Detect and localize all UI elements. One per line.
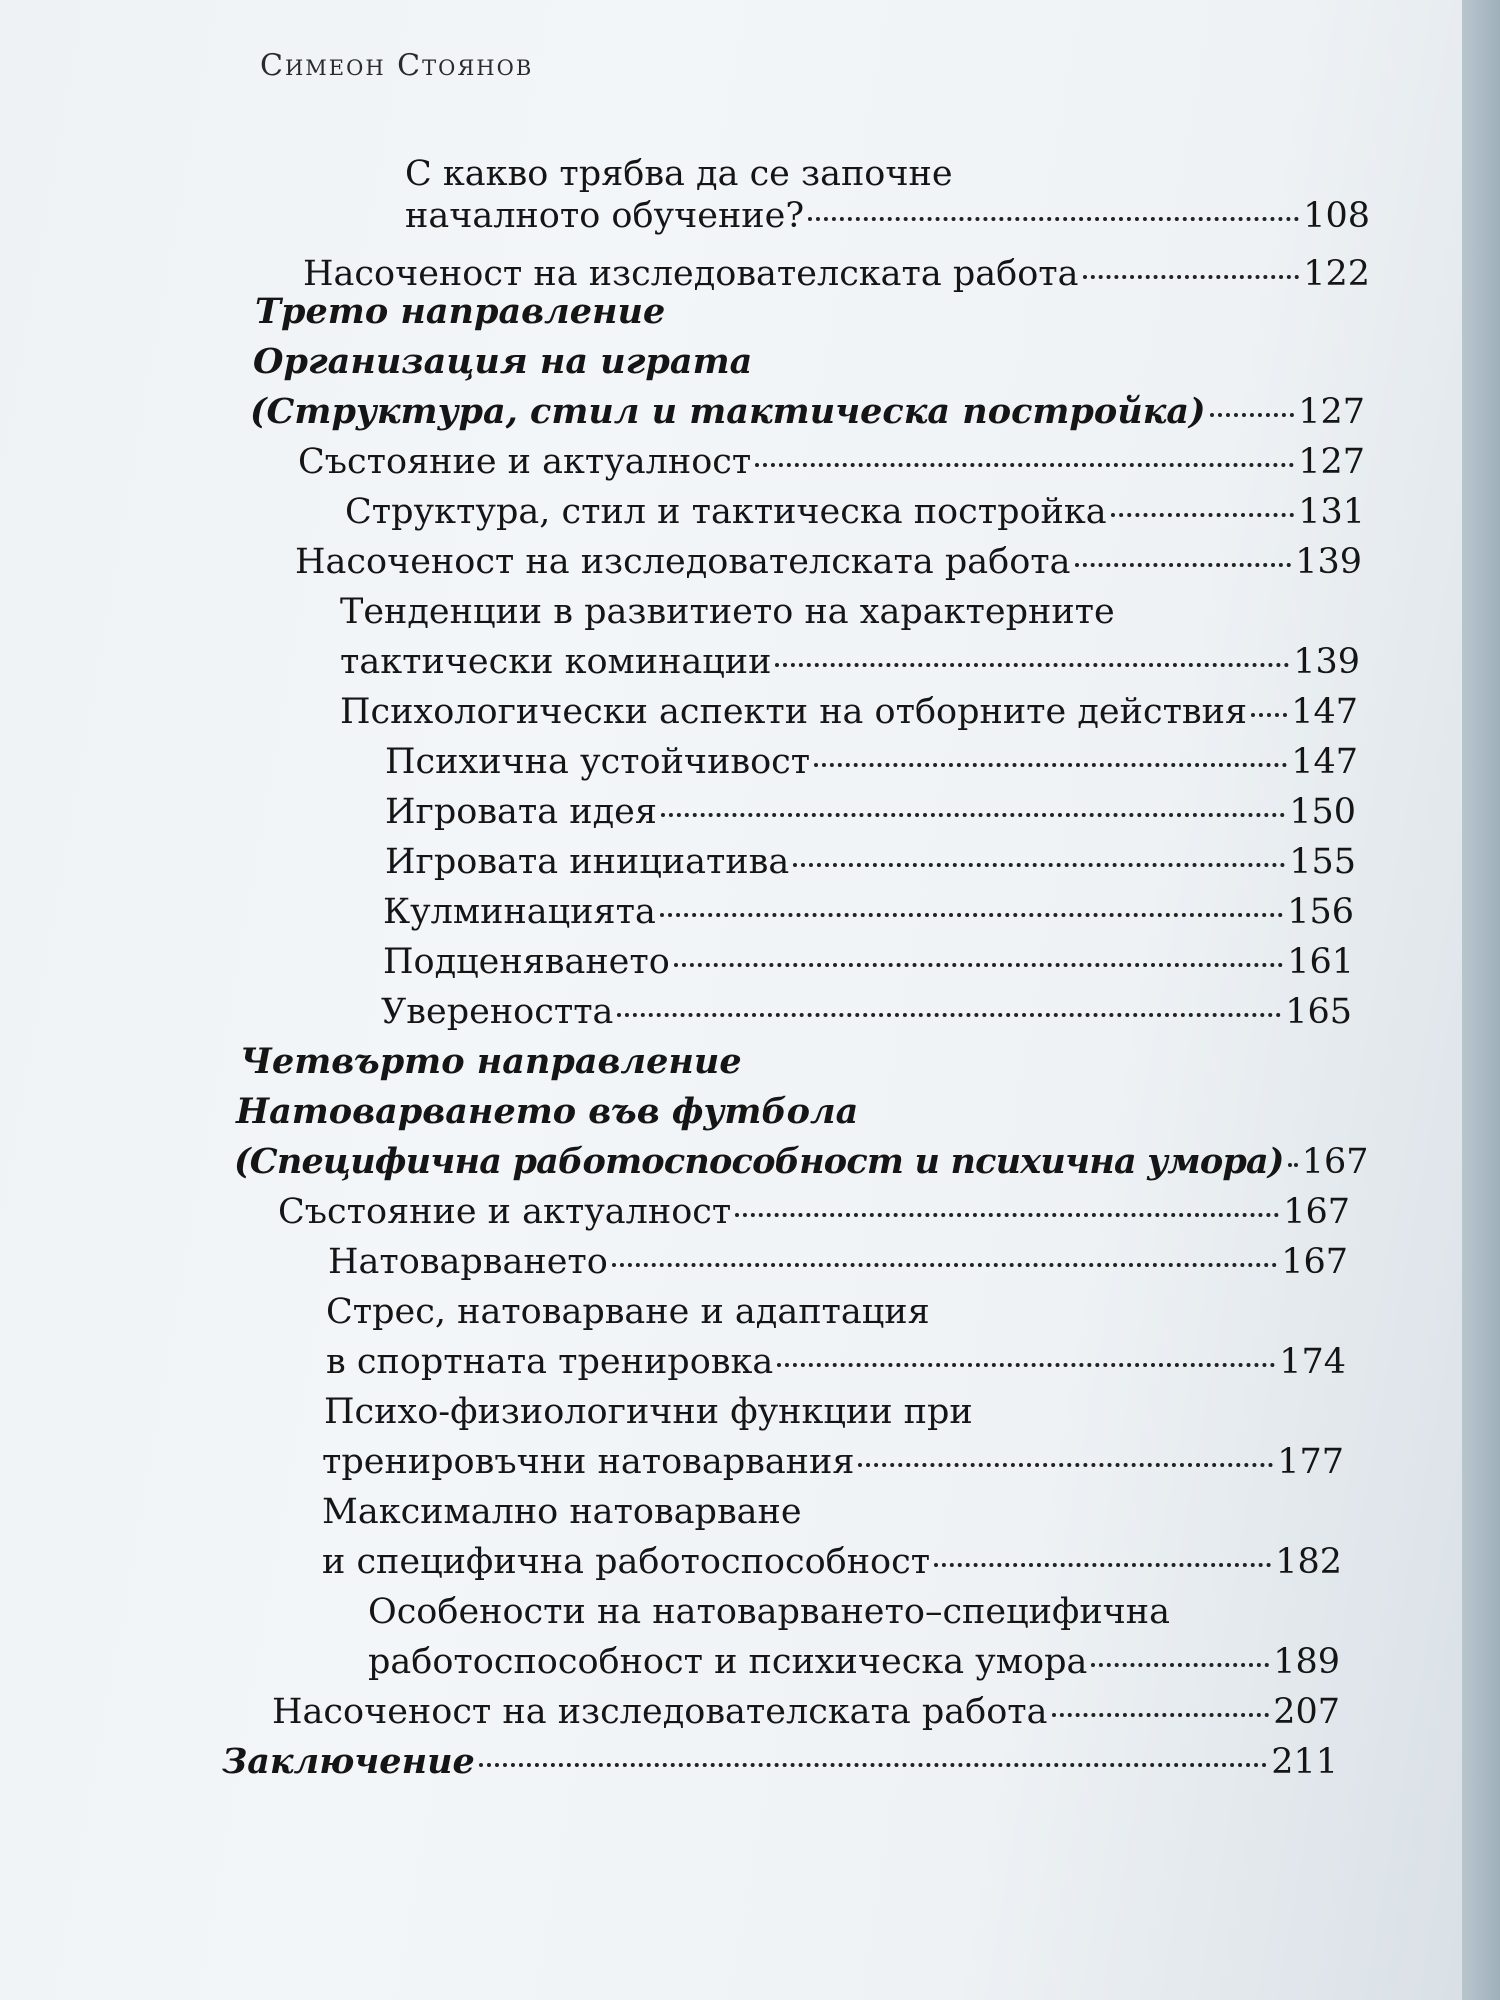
toc-section-heading — [236, 1088, 1350, 1136]
toc-entry-title: Игровата инициатива — [385, 842, 790, 882]
toc-entry-title: Трето направление — [255, 291, 666, 332]
toc-entry-title: Стрес, натоварване и адаптация — [326, 1292, 930, 1332]
toc-entry-title: (Структура, стил и тактическа постройка) — [250, 391, 1206, 432]
toc-section-heading — [253, 338, 1370, 386]
toc-entry-title: тактически коминации — [340, 642, 772, 682]
leader-dots — [1052, 1713, 1270, 1717]
leader-dots — [1210, 413, 1295, 417]
toc-entry-page: 211 — [1271, 1742, 1338, 1782]
toc-entry-title: С какво трябва да се започне — [405, 154, 953, 194]
toc-entry-page: 155 — [1289, 842, 1356, 882]
leader-dots — [1075, 563, 1292, 567]
toc-entry-page: 161 — [1287, 942, 1354, 982]
toc-entry-title: Максимално натоварване — [322, 1492, 802, 1532]
toc-entry-title: и специфична работоспособност — [322, 1542, 931, 1582]
leader-dots — [1083, 275, 1300, 279]
toc-entry-title: (Специфична работоспособност и психична умора) — [234, 1141, 1284, 1182]
toc-entry — [405, 150, 1370, 198]
toc-section-heading — [250, 388, 1365, 436]
toc-entry-page: 207 — [1273, 1692, 1340, 1732]
toc-entry-page: 139 — [1295, 542, 1362, 582]
toc-section-heading — [234, 1138, 1369, 1186]
toc-entry-title: Кулминацията — [383, 892, 656, 932]
toc-entry — [298, 438, 1365, 486]
toc-entry — [272, 1688, 1340, 1736]
leader-dots — [793, 863, 1285, 867]
toc-entry — [295, 538, 1362, 586]
toc-entry-title: Организация на играта — [253, 341, 753, 382]
leader-dots — [735, 1213, 1279, 1217]
toc-entry — [368, 1638, 1340, 1686]
toc-entry-page: 174 — [1279, 1342, 1346, 1382]
toc-entry-title: Насоченост на изследователската работа — [295, 542, 1071, 582]
toc-entry — [322, 1488, 1344, 1536]
toc-entry — [322, 1538, 1342, 1586]
toc-entry-page: 147 — [1291, 692, 1358, 732]
toc-entry — [385, 788, 1356, 836]
leader-dots — [814, 763, 1287, 767]
toc-entry-page: 150 — [1289, 792, 1356, 832]
toc-entry — [324, 1388, 1346, 1436]
toc-entry — [322, 1438, 1344, 1486]
toc-entry — [405, 192, 1370, 240]
leader-dots — [1111, 513, 1295, 517]
leader-dots — [808, 217, 1299, 221]
leader-dots — [674, 963, 1283, 967]
toc-entry-page: 156 — [1287, 892, 1354, 932]
toc-entry-title: Тенденции в развитието на характерните — [340, 592, 1115, 632]
toc-entry — [368, 1588, 1342, 1636]
toc-entry-page: 108 — [1303, 196, 1370, 236]
toc-entry-title: Състояние и актуалност — [278, 1192, 732, 1232]
toc-entry-page: 182 — [1275, 1542, 1342, 1582]
toc-section-heading — [222, 1738, 1338, 1786]
toc-entry-title: Психологически аспекти на отборните действия — [340, 692, 1248, 732]
leader-dots — [777, 1363, 1275, 1367]
toc-entry-page: 131 — [1298, 492, 1365, 532]
toc-entry-title: Четвърто направление — [240, 1041, 742, 1082]
toc-entry-title: Натоварването — [328, 1242, 608, 1282]
toc-entry-title: тренировъчни натоварвания — [322, 1442, 855, 1482]
leader-dots — [1251, 713, 1287, 717]
toc-entry-title: Насоченост на изследователската работа — [303, 254, 1079, 294]
toc-entry-title: Увереността — [381, 992, 614, 1032]
leader-dots — [1091, 1663, 1269, 1667]
toc-entry-title: Структура, стил и тактическа постройка — [345, 492, 1107, 532]
leader-dots — [934, 1563, 1271, 1567]
toc-entry-page: 139 — [1293, 642, 1360, 682]
toc-entry-page: 165 — [1285, 992, 1352, 1032]
toc-entry — [381, 988, 1352, 1036]
leader-dots — [775, 663, 1289, 667]
leader-dots — [755, 463, 1294, 467]
toc-entry-page: 167 — [1301, 1142, 1369, 1182]
toc-entry — [328, 1238, 1348, 1286]
leader-dots — [617, 1013, 1281, 1017]
toc-section-heading — [240, 1038, 1352, 1086]
toc-entry-title: в спортната тренировка — [326, 1342, 774, 1382]
leader-dots — [479, 1763, 1267, 1767]
toc-entry — [278, 1188, 1350, 1236]
toc-entry — [340, 588, 1362, 636]
leader-dots — [661, 813, 1285, 817]
leader-dots — [612, 1263, 1277, 1267]
toc-entry-page: 167 — [1281, 1242, 1348, 1282]
toc-entry — [385, 838, 1356, 886]
toc-entry — [340, 688, 1358, 736]
toc-entry-title: Натоварването във футбола — [236, 1091, 859, 1132]
toc-entry-title: Психична устойчивост — [385, 742, 811, 782]
toc-entry-title: Заключение — [222, 1741, 475, 1782]
running-header: Симеон Стоянов — [260, 48, 534, 83]
toc-entry-page: 122 — [1303, 254, 1370, 294]
toc-entry-title: Психо-физиологични функции при — [324, 1392, 973, 1432]
toc-entry-title: Състояние и актуалност — [298, 442, 752, 482]
toc-entry-title: Особености на натоварването–специфична — [368, 1592, 1170, 1632]
toc-entry-page: 127 — [1298, 442, 1365, 482]
toc-entry-page: 127 — [1298, 392, 1365, 432]
toc-entry — [383, 938, 1354, 986]
toc-entry — [345, 488, 1365, 536]
leader-dots — [1288, 1163, 1298, 1167]
toc-entry-title: Насоченост на изследователската работа — [272, 1692, 1048, 1732]
toc-entry-page: 167 — [1283, 1192, 1350, 1232]
toc-entry — [326, 1338, 1346, 1386]
toc-section-heading — [255, 288, 1370, 336]
toc-entry-title: работоспособност и психическа умора — [368, 1642, 1088, 1682]
toc-entry-title: Подценяването — [383, 942, 670, 982]
toc-entry-title: началното обучение? — [405, 196, 805, 236]
toc-entry — [383, 888, 1354, 936]
leader-dots — [660, 913, 1283, 917]
page-edge — [1462, 0, 1500, 2000]
toc-entry — [340, 638, 1360, 686]
toc-entry — [326, 1288, 1348, 1336]
toc-entry-title: Игровата идея — [385, 792, 657, 832]
toc-entry-page: 147 — [1291, 742, 1358, 782]
toc-entry-page: 177 — [1277, 1442, 1344, 1482]
leader-dots — [858, 1463, 1273, 1467]
toc-entry-page: 189 — [1273, 1642, 1340, 1682]
toc-entry — [385, 738, 1358, 786]
